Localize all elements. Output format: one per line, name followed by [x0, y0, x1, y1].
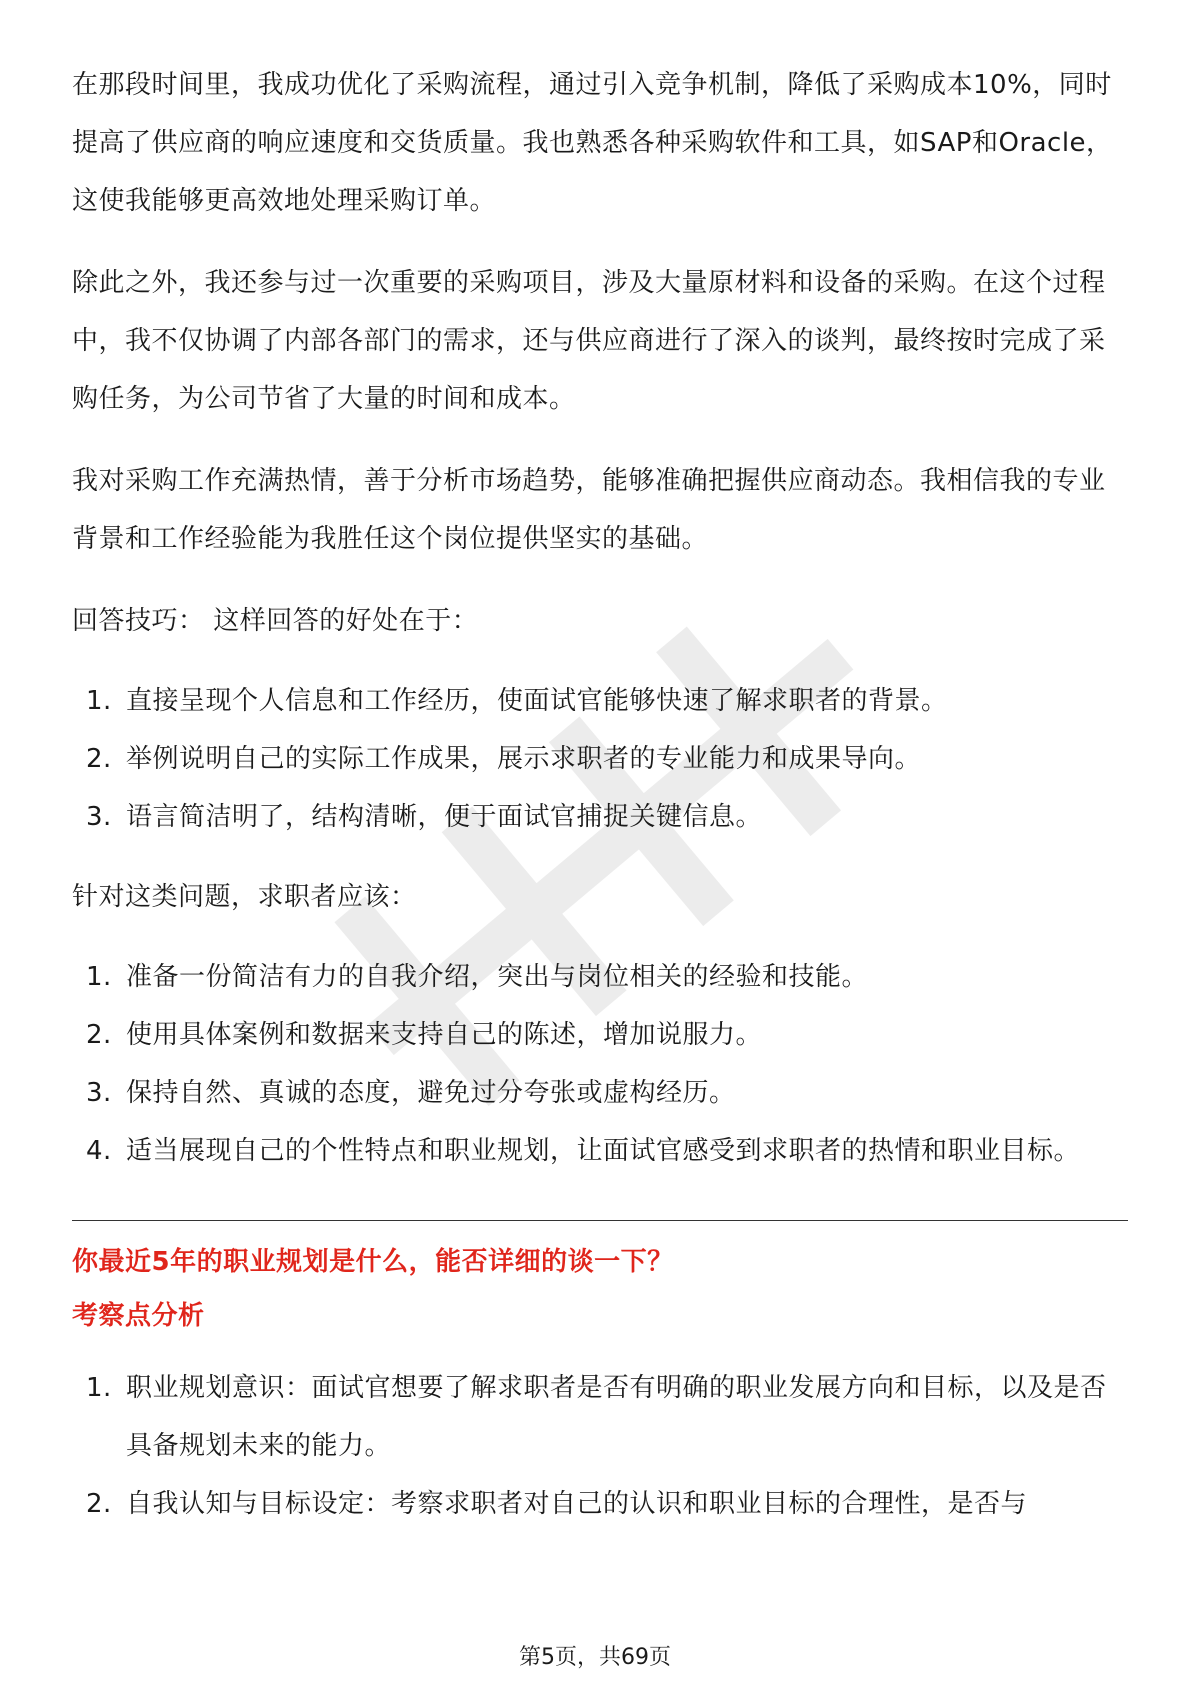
analysis-heading: 考察点分析 [72, 1301, 205, 1331]
list-number: 4. [86, 1136, 112, 1166]
list-text: 自我认知与目标设定：考察求职者对自己的认识和职业目标的合理性，是否与 [126, 1489, 1028, 1519]
list-item [72, 1475, 1128, 1533]
list-number: 3. [86, 802, 112, 832]
list-item [72, 1122, 1128, 1180]
analysis-list [72, 1359, 1128, 1533]
list-text: 适当展现自己的个性特点和职业规划，让面试官感受到求职者的热情和职业目标。 [126, 1136, 1081, 1166]
list-text: 直接呈现个人信息和工作经历，使面试官能够快速了解求职者的背景。 [126, 686, 948, 716]
paragraph-major-project: 除此之外，我还参与过一次重要的采购项目，涉及大量原材料和设备的采购。在这个过程中，我不仅协调了内部各部门的需求，还与供应商进行了深入的谈判，最终按时完成了采购任务，为公司节省了大量的时间和成本。 [72, 268, 1106, 414]
list-text: 举例说明自己的实际工作成果，展示求职者的专业能力和成果导向。 [126, 744, 922, 774]
list-item [72, 672, 1128, 730]
tips-intro: 回答技巧： 这样回答的好处在于： [72, 606, 479, 636]
list-item [72, 1006, 1128, 1064]
list-text: 使用具体案例和数据来支持自己的陈述，增加说服力。 [126, 1020, 763, 1050]
advice-list [72, 948, 1128, 1180]
list-text: 保持自然、真诚的态度，避免过分夸张或虚构经历。 [126, 1078, 736, 1108]
list-number: 1. [86, 686, 112, 716]
list-item [72, 730, 1128, 788]
tips-list [72, 672, 1128, 846]
list-text: 语言简洁明了，结构清晰，便于面试官捕捉关键信息。 [126, 802, 763, 832]
page-footer: 第5页，共69页 [519, 1645, 671, 1670]
list-text: 职业规划意识：面试官想要了解求职者是否有明确的职业发展方向和目标，以及是否具备规划未来的能力。 [126, 1373, 1107, 1461]
section-divider [72, 1220, 1128, 1221]
list-number: 2. [86, 1489, 112, 1519]
advice-intro: 针对这类问题，求职者应该： [72, 882, 417, 912]
list-number: 2. [86, 1020, 112, 1050]
list-item [72, 1359, 1128, 1475]
list-text: 准备一份简洁有力的自我介绍，突出与岗位相关的经验和技能。 [126, 962, 869, 992]
list-number: 1. [86, 1373, 112, 1403]
list-item [72, 948, 1128, 1006]
list-number: 1. [86, 962, 112, 992]
question-heading: 你最近5年的职业规划是什么，能否详细的谈一下？ [72, 1247, 674, 1277]
paragraph-procurement-optimization: 在那段时间里，我成功优化了采购流程，通过引入竞争机制，降低了采购成本10%，同时提高了供应商的响应速度和交货质量。我也熟悉各种采购软件和工具，如SAP和Oracle，这使我能够更高效地处理采购订单。 [72, 70, 1113, 216]
list-item [72, 788, 1128, 846]
paragraph-passion: 我对采购工作充满热情，善于分析市场趋势，能够准确把握供应商动态。我相信我的专业背景和工作经验能为我胜任这个岗位提供坚实的基础。 [72, 466, 1106, 554]
document-page [72, 56, 1128, 1555]
list-item [72, 1064, 1128, 1122]
list-number: 3. [86, 1078, 112, 1108]
list-number: 2. [86, 744, 112, 774]
